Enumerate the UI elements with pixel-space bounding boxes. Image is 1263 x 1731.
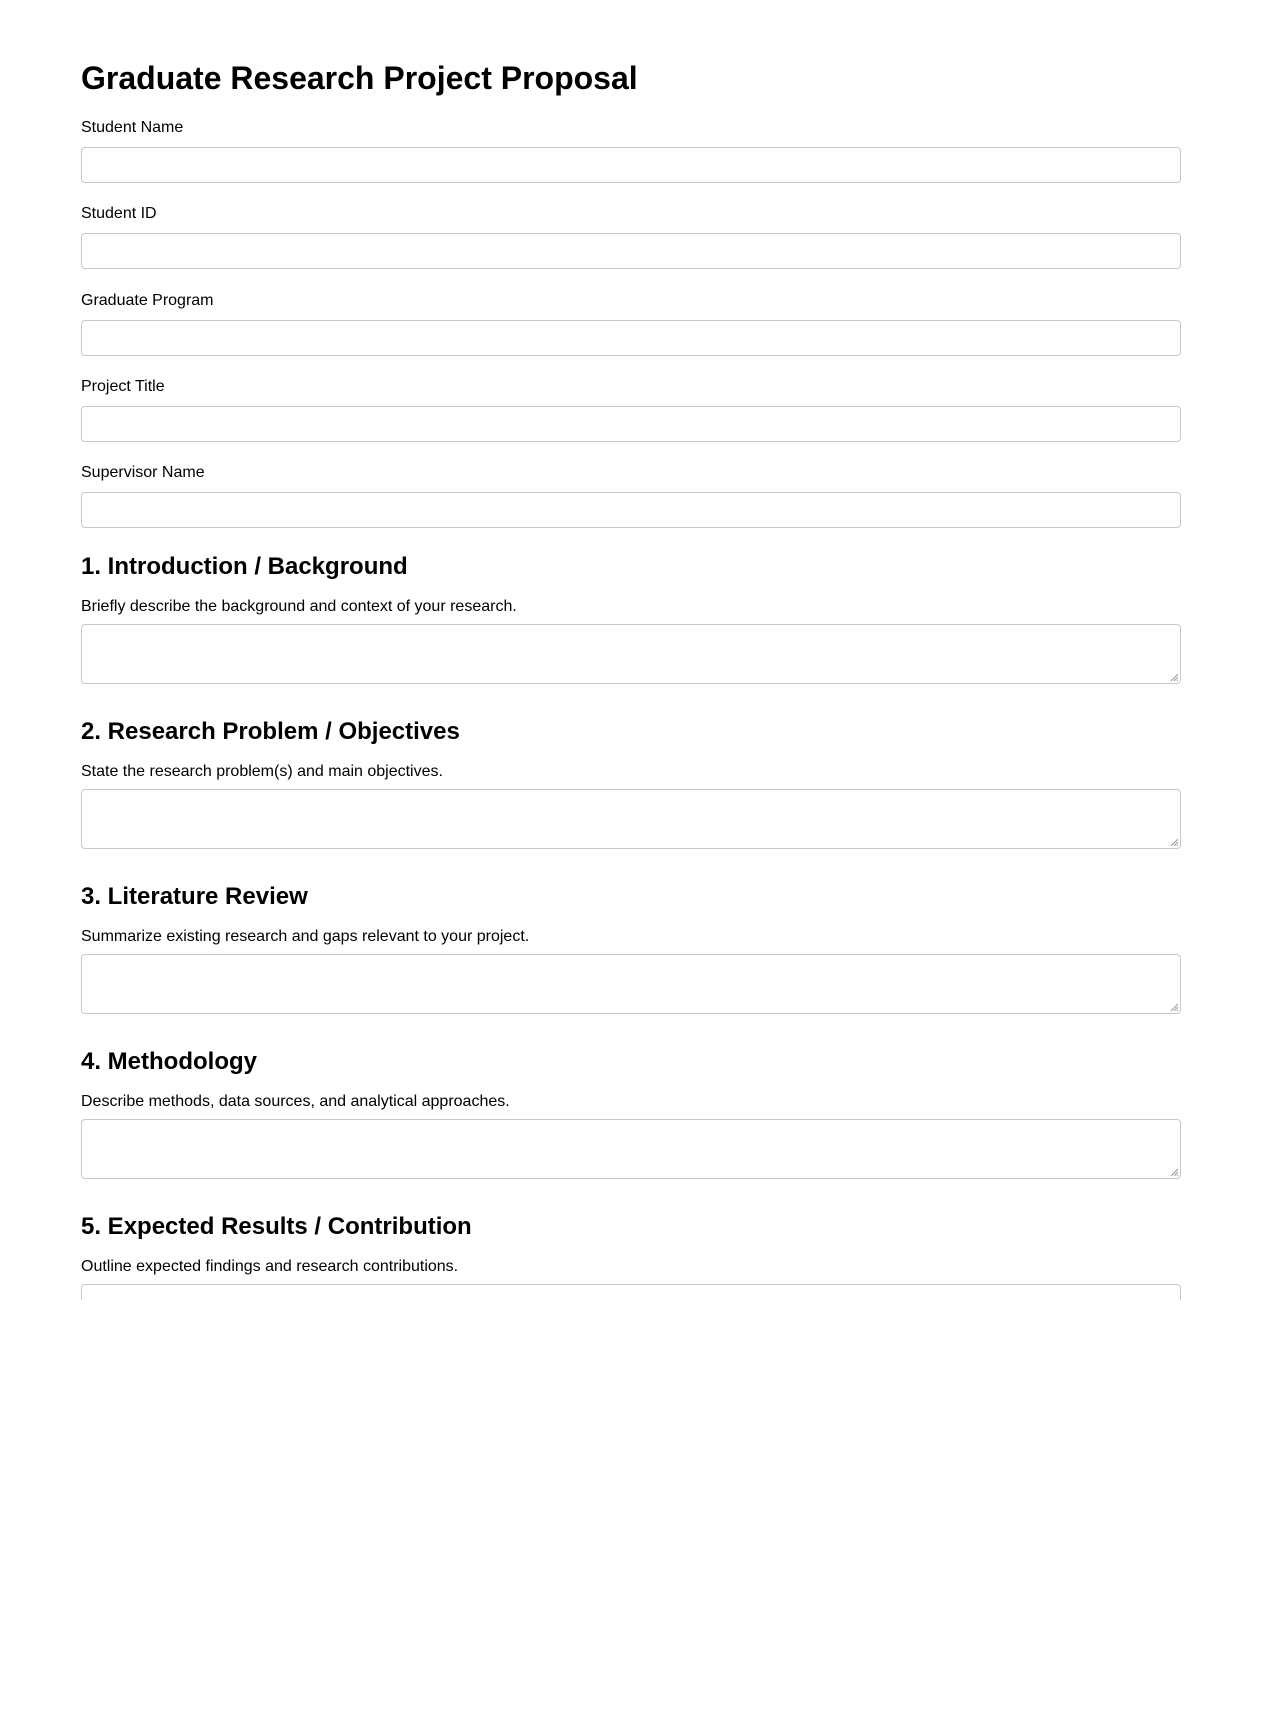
student-name-field xyxy=(81,119,1181,183)
section-expected-results xyxy=(81,1213,1181,1300)
section-heading: 3. Literature Review xyxy=(81,883,308,910)
graduate-program-field xyxy=(81,292,1181,356)
introduction-textarea[interactable] xyxy=(81,624,1181,684)
graduate-program-input[interactable] xyxy=(81,320,1181,356)
methodology-textarea[interactable] xyxy=(81,1119,1181,1179)
section-literature-review xyxy=(81,883,1181,1014)
project-title-input[interactable] xyxy=(81,406,1181,442)
section-description: Describe methods, data sources, and analytical approaches. xyxy=(81,1093,510,1110)
section-introduction xyxy=(81,553,1181,684)
section-heading: 4. Methodology xyxy=(81,1048,257,1075)
student-id-label: Student ID xyxy=(81,205,157,222)
project-title-label: Project Title xyxy=(81,378,165,395)
graduate-program-label: Graduate Program xyxy=(81,292,214,309)
research-problem-textarea[interactable] xyxy=(81,789,1181,849)
section-description: Summarize existing research and gaps relevant to your project. xyxy=(81,928,530,945)
section-heading: 2. Research Problem / Objectives xyxy=(81,718,460,745)
expected-results-textarea[interactable] xyxy=(81,1284,1181,1300)
student-name-label: Student Name xyxy=(81,119,184,136)
project-title-field xyxy=(81,378,1181,442)
supervisor-name-label: Supervisor Name xyxy=(81,464,205,481)
proposal-form xyxy=(81,0,1181,1300)
student-name-input[interactable] xyxy=(81,147,1181,183)
supervisor-name-field xyxy=(81,464,1181,528)
supervisor-name-input[interactable] xyxy=(81,492,1181,528)
section-heading: 5. Expected Results / Contribution xyxy=(81,1213,472,1240)
section-description: Outline expected findings and research contributions. xyxy=(81,1258,459,1275)
section-research-problem xyxy=(81,718,1181,849)
literature-review-textarea[interactable] xyxy=(81,954,1181,1014)
student-id-input[interactable] xyxy=(81,233,1181,269)
student-id-field xyxy=(81,205,1181,269)
section-heading: 1. Introduction / Background xyxy=(81,553,408,580)
page-title: Graduate Research Project Proposal xyxy=(81,60,638,96)
section-description: Briefly describe the background and context of your research. xyxy=(81,598,517,615)
section-methodology xyxy=(81,1048,1181,1179)
section-description: State the research problem(s) and main objectives. xyxy=(81,763,443,780)
